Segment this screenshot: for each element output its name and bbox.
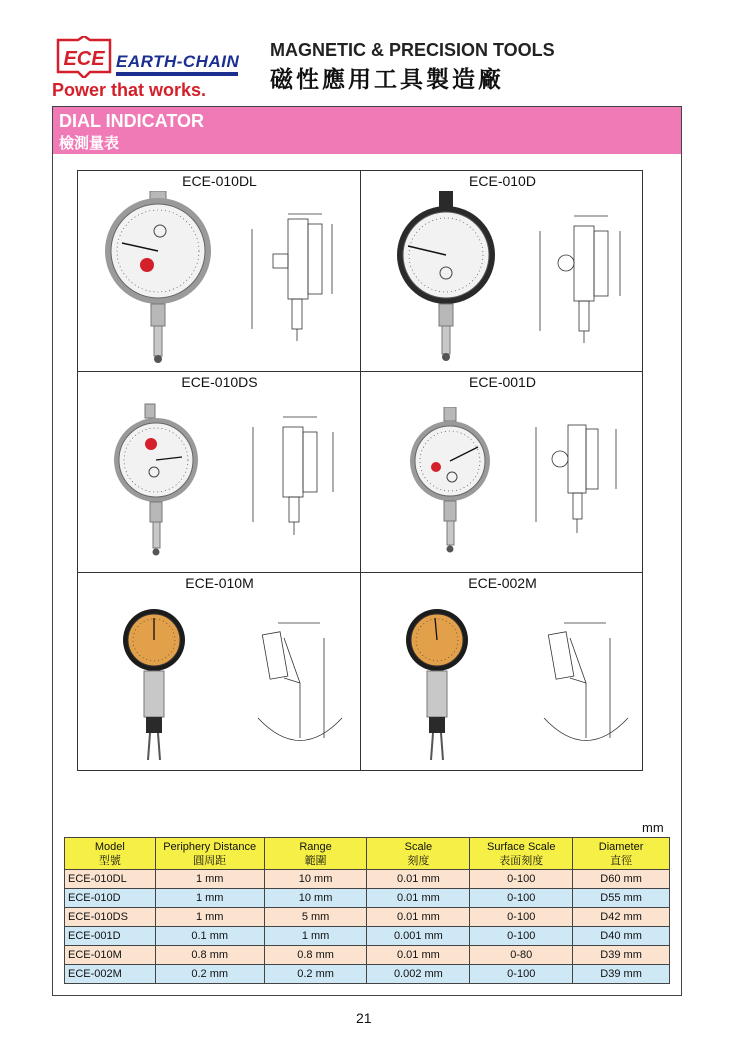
dial-indicator-photo [108, 402, 218, 567]
product-model: ECE-010DS [181, 374, 258, 390]
table-cell: 0-100 [470, 965, 573, 984]
product-cell [78, 171, 361, 371]
table-cell: 0-100 [470, 908, 573, 927]
table-cell: 0.01 mm [367, 946, 470, 965]
dial-indicator-photo [386, 191, 506, 366]
product-model: ECE-010M [185, 575, 254, 591]
table-header-row [65, 838, 670, 870]
table-cell: 1 mm [155, 889, 264, 908]
table-cell: ECE-010DL [65, 870, 156, 889]
column-header: Diameter 直徑 [573, 838, 670, 870]
table-cell: ECE-001D [65, 927, 156, 946]
technical-drawing [228, 618, 353, 763]
table-cell: 0.1 mm [155, 927, 264, 946]
table-cell: ECE-010M [65, 946, 156, 965]
table-cell: ECE-002M [65, 965, 156, 984]
table-row [65, 927, 670, 946]
section-subtitle: 檢測量表 [59, 134, 120, 152]
technical-drawing [516, 407, 636, 547]
brand-underline [116, 72, 238, 76]
product-model: ECE-010DL [182, 173, 257, 189]
table-cell: 0.2 mm [155, 965, 264, 984]
table-cell: 0.01 mm [367, 908, 470, 927]
technical-drawing [228, 199, 348, 349]
table-cell: ECE-010DS [65, 908, 156, 927]
technical-drawing [516, 201, 636, 351]
table-cell: D39 mm [573, 965, 670, 984]
table-cell: ECE-010D [65, 889, 156, 908]
table-cell: D55 mm [573, 889, 670, 908]
column-header: Surface Scale 表面刻度 [470, 838, 573, 870]
table-cell: 1 mm [264, 927, 367, 946]
spec-table [64, 837, 670, 984]
product-cell [78, 372, 361, 572]
table-cell: 0.8 mm [155, 946, 264, 965]
table-cell: 0-100 [470, 870, 573, 889]
product-grid [77, 170, 643, 771]
brand-logo [52, 36, 252, 102]
table-cell: 0-80 [470, 946, 573, 965]
table-cell: 10 mm [264, 870, 367, 889]
table-cell: 0.8 mm [264, 946, 367, 965]
brand-tagline: Power that works. [52, 80, 207, 100]
table-row [65, 889, 670, 908]
table-cell: 0-100 [470, 927, 573, 946]
column-header: Range 範圍 [264, 838, 367, 870]
dial-indicator-photo [386, 407, 506, 567]
product-model: ECE-002M [468, 575, 537, 591]
table-cell: 1 mm [155, 908, 264, 927]
page-number: 21 [356, 1010, 372, 1026]
table-cell: 5 mm [264, 908, 367, 927]
table-row [65, 870, 670, 889]
unit-label: mm [642, 820, 664, 835]
technical-drawing [233, 407, 353, 547]
table-cell: 0.001 mm [367, 927, 470, 946]
product-cell [361, 573, 644, 772]
table-cell: 0-100 [470, 889, 573, 908]
brand-name: EARTH-CHAIN [116, 52, 240, 71]
test-indicator-photo [118, 608, 198, 773]
technical-drawing [516, 618, 636, 763]
section-header [52, 106, 682, 154]
table-cell: 0.01 mm [367, 889, 470, 908]
product-cell [78, 573, 361, 772]
table-cell: D60 mm [573, 870, 670, 889]
product-model: ECE-010D [469, 173, 536, 189]
table-cell: D39 mm [573, 946, 670, 965]
table-cell: 0.002 mm [367, 965, 470, 984]
product-cell [361, 171, 644, 371]
section-title: DIAL INDICATOR [59, 111, 205, 131]
category-title-zh: 磁性應用工具製造廠 [270, 67, 504, 93]
table-row [65, 965, 670, 984]
category-title-en: MAGNETIC & PRECISION TOOLS [270, 40, 555, 60]
dial-indicator-photo [98, 191, 218, 366]
column-header: Scale 刻度 [367, 838, 470, 870]
product-cell [361, 372, 644, 572]
svg-text:ECE: ECE [63, 48, 105, 70]
table-row [65, 946, 670, 965]
table-cell: 0.2 mm [264, 965, 367, 984]
column-header: Periphery Distance 圓周距 [155, 838, 264, 870]
table-cell: 1 mm [155, 870, 264, 889]
table-cell: D42 mm [573, 908, 670, 927]
table-cell: 0.01 mm [367, 870, 470, 889]
column-header: Model 型號 [65, 838, 156, 870]
test-indicator-photo [401, 608, 481, 773]
product-model: ECE-001D [469, 374, 536, 390]
table-row [65, 908, 670, 927]
ece-badge-icon [52, 36, 116, 78]
table-cell: D40 mm [573, 927, 670, 946]
table-cell: 10 mm [264, 889, 367, 908]
